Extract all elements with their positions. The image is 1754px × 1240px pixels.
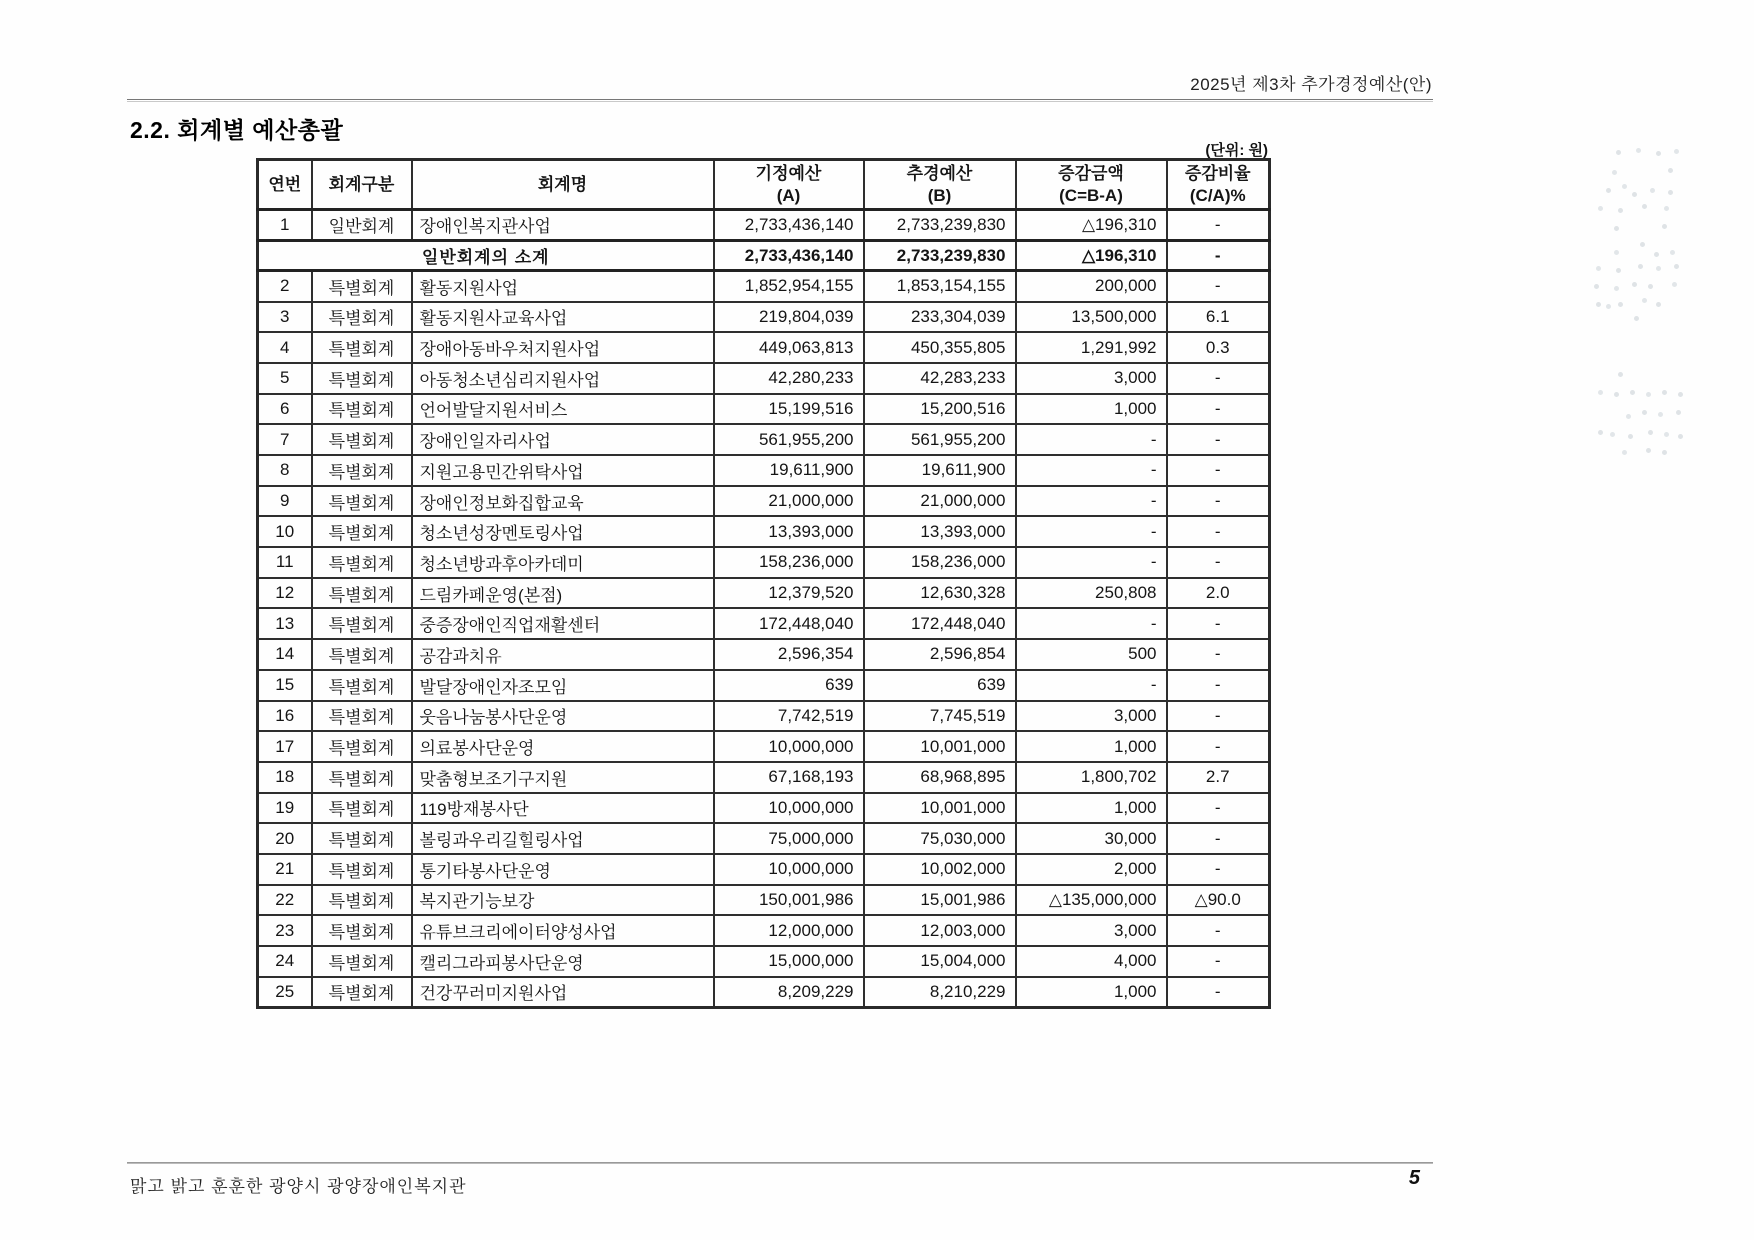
- change-ratio-cell: -: [1167, 915, 1270, 946]
- revised-budget-cell: 12,630,328: [864, 578, 1016, 609]
- subtotal-revised-budget-cell: 2,733,239,830: [864, 240, 1016, 271]
- revised-budget-cell: 639: [864, 670, 1016, 701]
- table-row: [258, 271, 1270, 302]
- revised-budget-cell: 10,001,000: [864, 793, 1016, 824]
- account-type-cell: 특별회계: [312, 302, 412, 333]
- document-header-note: 2025년 제3차 추가경정예산(안): [1190, 75, 1432, 94]
- change-ratio-cell: -: [1167, 455, 1270, 486]
- account-name-cell: 공감과치유: [412, 639, 714, 670]
- revised-budget-cell: 233,304,039: [864, 302, 1016, 333]
- table-row: [258, 516, 1270, 547]
- base-budget-cell: 2,596,354: [714, 639, 864, 670]
- change-amount-cell: -: [1016, 516, 1167, 547]
- table-row: [258, 455, 1270, 486]
- change-amount-cell: 1,800,702: [1016, 762, 1167, 793]
- account-name-cell: 청소년성장멘토링사업: [412, 516, 714, 547]
- row-number-cell: 6: [258, 394, 312, 425]
- subtotal-base-budget-cell: 2,733,436,140: [714, 240, 864, 271]
- change-amount-cell: 250,808: [1016, 578, 1167, 609]
- base-budget-cell: 10,000,000: [714, 793, 864, 824]
- table-row: [258, 394, 1270, 425]
- stamp-artifact: [1598, 148, 1603, 153]
- table-row: [258, 578, 1270, 609]
- revised-budget-cell: 13,393,000: [864, 516, 1016, 547]
- row-number-cell: 23: [258, 915, 312, 946]
- row-number-cell: 5: [258, 363, 312, 394]
- change-ratio-cell: -: [1167, 977, 1270, 1008]
- base-budget-cell: 67,168,193: [714, 762, 864, 793]
- revised-budget-cell: 158,236,000: [864, 547, 1016, 578]
- change-amount-cell: 3,000: [1016, 701, 1167, 732]
- account-name-cell: 복지관기능보강: [412, 885, 714, 916]
- change-ratio-cell: △90.0: [1167, 885, 1270, 916]
- table-row: [258, 731, 1270, 762]
- subtotal-change-ratio-cell: -: [1167, 240, 1270, 271]
- account-type-cell: 특별회계: [312, 793, 412, 824]
- row-number-cell: 20: [258, 823, 312, 854]
- change-amount-cell: -: [1016, 608, 1167, 639]
- change-ratio-cell: -: [1167, 486, 1270, 517]
- stamp-artifact: [1594, 248, 1599, 253]
- table-row: [258, 332, 1270, 363]
- change-amount-cell: 3,000: [1016, 363, 1167, 394]
- row-number-cell: 2: [258, 271, 312, 302]
- table-row: [258, 946, 1270, 977]
- change-ratio-cell: -: [1167, 946, 1270, 977]
- revised-budget-cell: 172,448,040: [864, 608, 1016, 639]
- account-name-cell: 의료봉사단운영: [412, 731, 714, 762]
- table-row: [258, 210, 1270, 241]
- change-amount-cell: △135,000,000: [1016, 885, 1167, 916]
- account-type-cell: 특별회계: [312, 639, 412, 670]
- row-number-cell: 14: [258, 639, 312, 670]
- base-budget-cell: 172,448,040: [714, 608, 864, 639]
- revised-budget-cell: 19,611,900: [864, 455, 1016, 486]
- change-amount-cell: 1,291,992: [1016, 332, 1167, 363]
- change-ratio-cell: -: [1167, 608, 1270, 639]
- table-row: [258, 424, 1270, 455]
- change-ratio-cell: -: [1167, 394, 1270, 425]
- table-row: [258, 608, 1270, 639]
- header-divider: [127, 99, 1433, 102]
- change-amount-cell: 1,000: [1016, 394, 1167, 425]
- row-number-cell: 3: [258, 302, 312, 333]
- account-type-cell: 특별회계: [312, 701, 412, 732]
- account-type-cell: 특별회계: [312, 578, 412, 609]
- row-number-cell: 21: [258, 854, 312, 885]
- account-type-cell: 특별회계: [312, 670, 412, 701]
- revised-budget-cell: 561,955,200: [864, 424, 1016, 455]
- subtotal-label-cell: 일반회계의 소계: [258, 240, 714, 271]
- column-header-account-name: 회계명: [412, 160, 714, 210]
- unit-note: (단위: 원): [1205, 142, 1268, 159]
- account-type-cell: 특별회계: [312, 885, 412, 916]
- base-budget-cell: 158,236,000: [714, 547, 864, 578]
- table-row: [258, 854, 1270, 885]
- revised-budget-cell: 2,733,239,830: [864, 210, 1016, 241]
- account-name-cell: 활동지원사교육사업: [412, 302, 714, 333]
- row-number-cell: 8: [258, 455, 312, 486]
- change-amount-cell: 2,000: [1016, 854, 1167, 885]
- base-budget-cell: 561,955,200: [714, 424, 864, 455]
- account-name-cell: 지원고용민간위탁사업: [412, 455, 714, 486]
- revised-budget-cell: 10,002,000: [864, 854, 1016, 885]
- column-header-base-budget: 기정예산 (A): [714, 160, 864, 210]
- revised-budget-cell: 8,210,229: [864, 977, 1016, 1008]
- base-budget-cell: 13,393,000: [714, 516, 864, 547]
- page-title: 2.2. 회계별 예산총괄: [130, 117, 344, 143]
- table-row: [258, 547, 1270, 578]
- change-ratio-cell: -: [1167, 701, 1270, 732]
- account-type-cell: 특별회계: [312, 977, 412, 1008]
- row-number-cell: 16: [258, 701, 312, 732]
- change-amount-cell: 30,000: [1016, 823, 1167, 854]
- table-header-row: [258, 160, 1270, 210]
- base-budget-cell: 2,733,436,140: [714, 210, 864, 241]
- revised-budget-cell: 21,000,000: [864, 486, 1016, 517]
- change-amount-cell: -: [1016, 486, 1167, 517]
- row-number-cell: 18: [258, 762, 312, 793]
- account-name-cell: 장애인정보화집합교육: [412, 486, 714, 517]
- change-amount-cell: -: [1016, 670, 1167, 701]
- revised-budget-cell: 450,355,805: [864, 332, 1016, 363]
- account-name-cell: 장애인일자리사업: [412, 424, 714, 455]
- account-name-cell: 통기타봉사단운영: [412, 854, 714, 885]
- base-budget-cell: 21,000,000: [714, 486, 864, 517]
- row-number-cell: 10: [258, 516, 312, 547]
- table-row: [258, 486, 1270, 517]
- table-row: [258, 915, 1270, 946]
- account-type-cell: 특별회계: [312, 608, 412, 639]
- account-name-cell: 청소년방과후아카데미: [412, 547, 714, 578]
- footer-divider: [127, 1162, 1433, 1164]
- change-ratio-cell: -: [1167, 271, 1270, 302]
- table-row: [258, 762, 1270, 793]
- account-name-cell: 언어발달지원서비스: [412, 394, 714, 425]
- change-ratio-cell: -: [1167, 823, 1270, 854]
- footer-note: 맑고 밝고 훈훈한 광양시 광양장애인복지관: [130, 1177, 467, 1196]
- revised-budget-cell: 15,001,986: [864, 885, 1016, 916]
- base-budget-cell: 12,379,520: [714, 578, 864, 609]
- row-number-cell: 19: [258, 793, 312, 824]
- base-budget-cell: 8,209,229: [714, 977, 864, 1008]
- table-row: [258, 793, 1270, 824]
- account-type-cell: 특별회계: [312, 486, 412, 517]
- change-ratio-cell: -: [1167, 670, 1270, 701]
- table-row: [258, 639, 1270, 670]
- account-name-cell: 맞춤형보조기구지원: [412, 762, 714, 793]
- change-amount-cell: 500: [1016, 639, 1167, 670]
- change-amount-cell: 200,000: [1016, 271, 1167, 302]
- account-name-cell: 웃음나눔봉사단운영: [412, 701, 714, 732]
- change-ratio-cell: -: [1167, 731, 1270, 762]
- row-number-cell: 22: [258, 885, 312, 916]
- account-name-cell: 장애아동바우처지원사업: [412, 332, 714, 363]
- account-name-cell: 아동청소년심리지원사업: [412, 363, 714, 394]
- base-budget-cell: 150,001,986: [714, 885, 864, 916]
- account-name-cell: 발달장애인자조모임: [412, 670, 714, 701]
- change-amount-cell: -: [1016, 424, 1167, 455]
- row-number-cell: 7: [258, 424, 312, 455]
- row-number-cell: 11: [258, 547, 312, 578]
- row-number-cell: 4: [258, 332, 312, 363]
- page-number: 5: [1408, 1167, 1420, 1189]
- change-amount-cell: 4,000: [1016, 946, 1167, 977]
- change-amount-cell: 1,000: [1016, 793, 1167, 824]
- column-header-no: 연번: [258, 160, 312, 210]
- revised-budget-cell: 42,283,233: [864, 363, 1016, 394]
- revised-budget-cell: 1,853,154,155: [864, 271, 1016, 302]
- account-type-cell: 특별회계: [312, 823, 412, 854]
- column-header-account-type: 회계구분: [312, 160, 412, 210]
- revised-budget-cell: 12,003,000: [864, 915, 1016, 946]
- base-budget-cell: 75,000,000: [714, 823, 864, 854]
- revised-budget-cell: 75,030,000: [864, 823, 1016, 854]
- table-row: [258, 302, 1270, 333]
- account-type-cell: 특별회계: [312, 271, 412, 302]
- row-number-cell: 12: [258, 578, 312, 609]
- account-type-cell: 특별회계: [312, 516, 412, 547]
- change-ratio-cell: -: [1167, 363, 1270, 394]
- row-number-cell: 13: [258, 608, 312, 639]
- budget-table: [256, 158, 1271, 1009]
- account-type-cell: 특별회계: [312, 854, 412, 885]
- column-header-change-ratio: 증감비율 (C/A)%: [1167, 160, 1270, 210]
- row-number-cell: 25: [258, 977, 312, 1008]
- column-header-revised-budget: 추경예산 (B): [864, 160, 1016, 210]
- change-amount-cell: -: [1016, 547, 1167, 578]
- row-number-cell: 17: [258, 731, 312, 762]
- table-row: [258, 701, 1270, 732]
- base-budget-cell: 219,804,039: [714, 302, 864, 333]
- row-number-cell: 24: [258, 946, 312, 977]
- table-row: [258, 670, 1270, 701]
- account-type-cell: 특별회계: [312, 332, 412, 363]
- revised-budget-cell: 15,004,000: [864, 946, 1016, 977]
- row-number-cell: 15: [258, 670, 312, 701]
- account-type-cell: 특별회계: [312, 547, 412, 578]
- base-budget-cell: 19,611,900: [714, 455, 864, 486]
- change-amount-cell: 13,500,000: [1016, 302, 1167, 333]
- change-ratio-cell: 2.0: [1167, 578, 1270, 609]
- account-name-cell: 캘리그라피봉사단운영: [412, 946, 714, 977]
- revised-budget-cell: 10,001,000: [864, 731, 1016, 762]
- subtotal-change-amount-cell: △196,310: [1016, 240, 1167, 271]
- base-budget-cell: 7,742,519: [714, 701, 864, 732]
- table-row: [258, 363, 1270, 394]
- row-number-cell: 1: [258, 210, 312, 241]
- account-name-cell: 유튜브크리에이터양성사업: [412, 915, 714, 946]
- table-row: [258, 885, 1270, 916]
- base-budget-cell: 639: [714, 670, 864, 701]
- account-type-cell: 특별회계: [312, 915, 412, 946]
- account-name-cell: 활동지원사업: [412, 271, 714, 302]
- base-budget-cell: 42,280,233: [714, 363, 864, 394]
- change-amount-cell: 1,000: [1016, 977, 1167, 1008]
- change-amount-cell: △196,310: [1016, 210, 1167, 241]
- account-name-cell: 건강꾸러미지원사업: [412, 977, 714, 1008]
- change-ratio-cell: -: [1167, 547, 1270, 578]
- row-number-cell: 9: [258, 486, 312, 517]
- base-budget-cell: 15,199,516: [714, 394, 864, 425]
- revised-budget-cell: 7,745,519: [864, 701, 1016, 732]
- change-ratio-cell: -: [1167, 793, 1270, 824]
- change-amount-cell: -: [1016, 455, 1167, 486]
- revised-budget-cell: 15,200,516: [864, 394, 1016, 425]
- account-type-cell: 특별회계: [312, 394, 412, 425]
- column-header-change-amount: 증감금액 (C=B-A): [1016, 160, 1167, 210]
- revised-budget-cell: 2,596,854: [864, 639, 1016, 670]
- table-row: [258, 823, 1270, 854]
- change-amount-cell: 3,000: [1016, 915, 1167, 946]
- base-budget-cell: 15,000,000: [714, 946, 864, 977]
- table-row: [258, 977, 1270, 1008]
- account-name-cell: 중증장애인직업재활센터: [412, 608, 714, 639]
- account-type-cell: 일반회계: [312, 210, 412, 241]
- account-type-cell: 특별회계: [312, 731, 412, 762]
- base-budget-cell: 1,852,954,155: [714, 271, 864, 302]
- account-name-cell: 볼링과우리길힐링사업: [412, 823, 714, 854]
- account-name-cell: 장애인복지관사업: [412, 210, 714, 241]
- change-ratio-cell: 0.3: [1167, 332, 1270, 363]
- account-type-cell: 특별회계: [312, 455, 412, 486]
- account-name-cell: 119방재봉사단: [412, 793, 714, 824]
- change-ratio-cell: 6.1: [1167, 302, 1270, 333]
- account-type-cell: 특별회계: [312, 946, 412, 977]
- base-budget-cell: 449,063,813: [714, 332, 864, 363]
- revised-budget-cell: 68,968,895: [864, 762, 1016, 793]
- change-amount-cell: 1,000: [1016, 731, 1167, 762]
- change-ratio-cell: -: [1167, 639, 1270, 670]
- change-ratio-cell: -: [1167, 516, 1270, 547]
- change-ratio-cell: -: [1167, 424, 1270, 455]
- change-ratio-cell: -: [1167, 210, 1270, 241]
- stamp-artifact: [1598, 372, 1603, 377]
- change-ratio-cell: -: [1167, 854, 1270, 885]
- base-budget-cell: 12,000,000: [714, 915, 864, 946]
- base-budget-cell: 10,000,000: [714, 854, 864, 885]
- subtotal-row: [258, 240, 1270, 271]
- base-budget-cell: 10,000,000: [714, 731, 864, 762]
- account-name-cell: 드림카페운영(본점): [412, 578, 714, 609]
- change-ratio-cell: 2.7: [1167, 762, 1270, 793]
- account-type-cell: 특별회계: [312, 424, 412, 455]
- account-type-cell: 특별회계: [312, 762, 412, 793]
- account-type-cell: 특별회계: [312, 363, 412, 394]
